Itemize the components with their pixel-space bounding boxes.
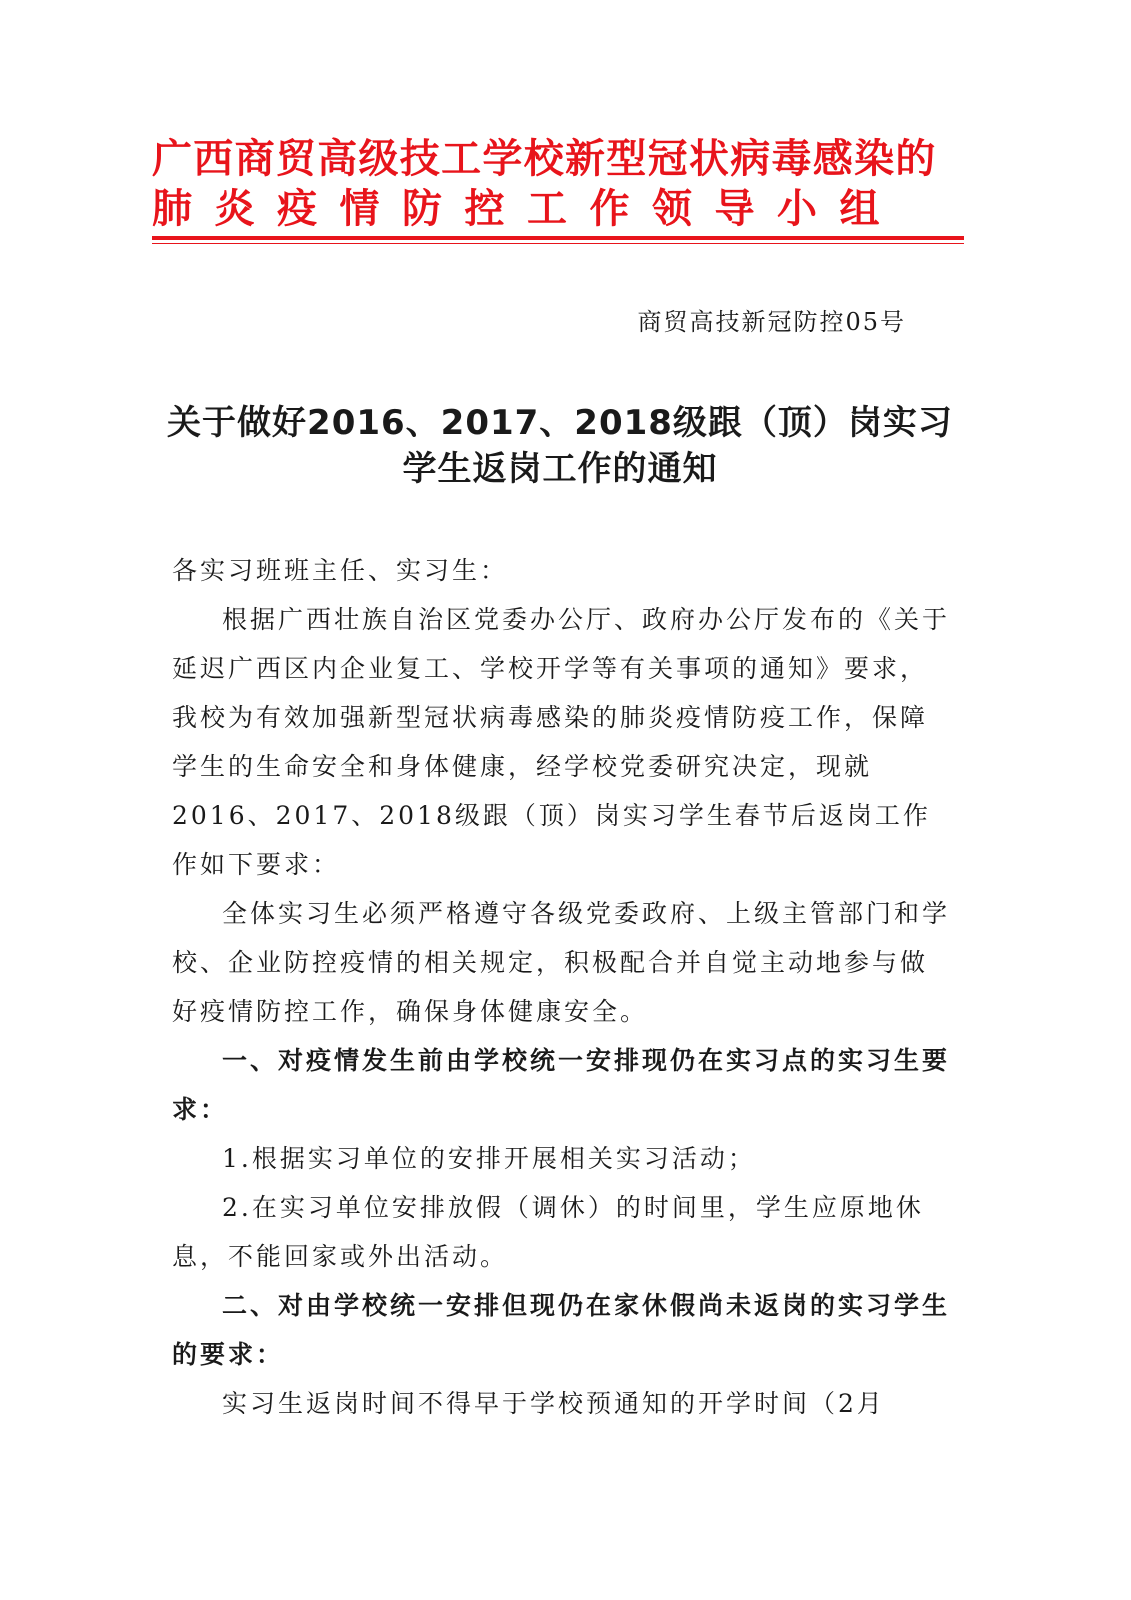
letterhead-line-1: 广西商贸高级技工学校新型冠状病毒感染的 (152, 136, 937, 182)
title-line-2: 学生返岗工作的通知 (402, 449, 718, 489)
letterhead-line-2: 肺炎疫情防控工作领导小组 (152, 186, 902, 232)
document-number: 商贸高技新冠防控05号 (637, 308, 906, 336)
salutation: 各实习班班主任、实习生： (172, 556, 509, 585)
section-1-item-1: 1.根据实习单位的安排开展相关实习活动； (222, 1144, 756, 1173)
letterhead-rule-thick (152, 236, 964, 240)
paragraph-basis: 根据广西壮族自治区党委办公厅、政府办公厅发布的《关于延迟广西区内企业复工、学校开学等有关事项的通知》要求，我校为有效加强新型冠状病毒感染的肺炎疫情防疫工作，保障学生的生命安全和身体健康，经学校党委研究决定，现就2016、2017、2018级跟（顶）岗实习学生春节后返岗工作作如下要求： (172, 605, 951, 879)
section-2-paragraph: 实习生返岗时间不得早于学校预通知的开学时间（2月 (222, 1389, 885, 1418)
paragraph-general-requirement: 全体实习生必须严格遵守各级党委政府、上级主管部门和学校、企业防控疫情的相关规定，积极配合并自觉主动地参与做好疫情防控工作，确保身体健康安全。 (172, 899, 951, 1026)
title-line-1: 关于做好2016、2017、2018级跟（顶）岗实习 (167, 403, 953, 443)
section-1-item-2: 2.在实习单位安排放假（调休）的时间里，学生应原地休息，不能回家或外出活动。 (172, 1193, 924, 1271)
section-1-heading: 一、对疫情发生前由学校统一安排现仍在实习点的实习生要求： (172, 1046, 951, 1124)
letterhead-rule-thin (152, 243, 964, 244)
document-body (172, 546, 952, 1428)
letterhead (152, 134, 964, 234)
document-title (160, 400, 960, 492)
section-2-heading: 二、对由学校统一安排但现仍在家休假尚未返岗的实习学生的要求： (172, 1291, 951, 1369)
